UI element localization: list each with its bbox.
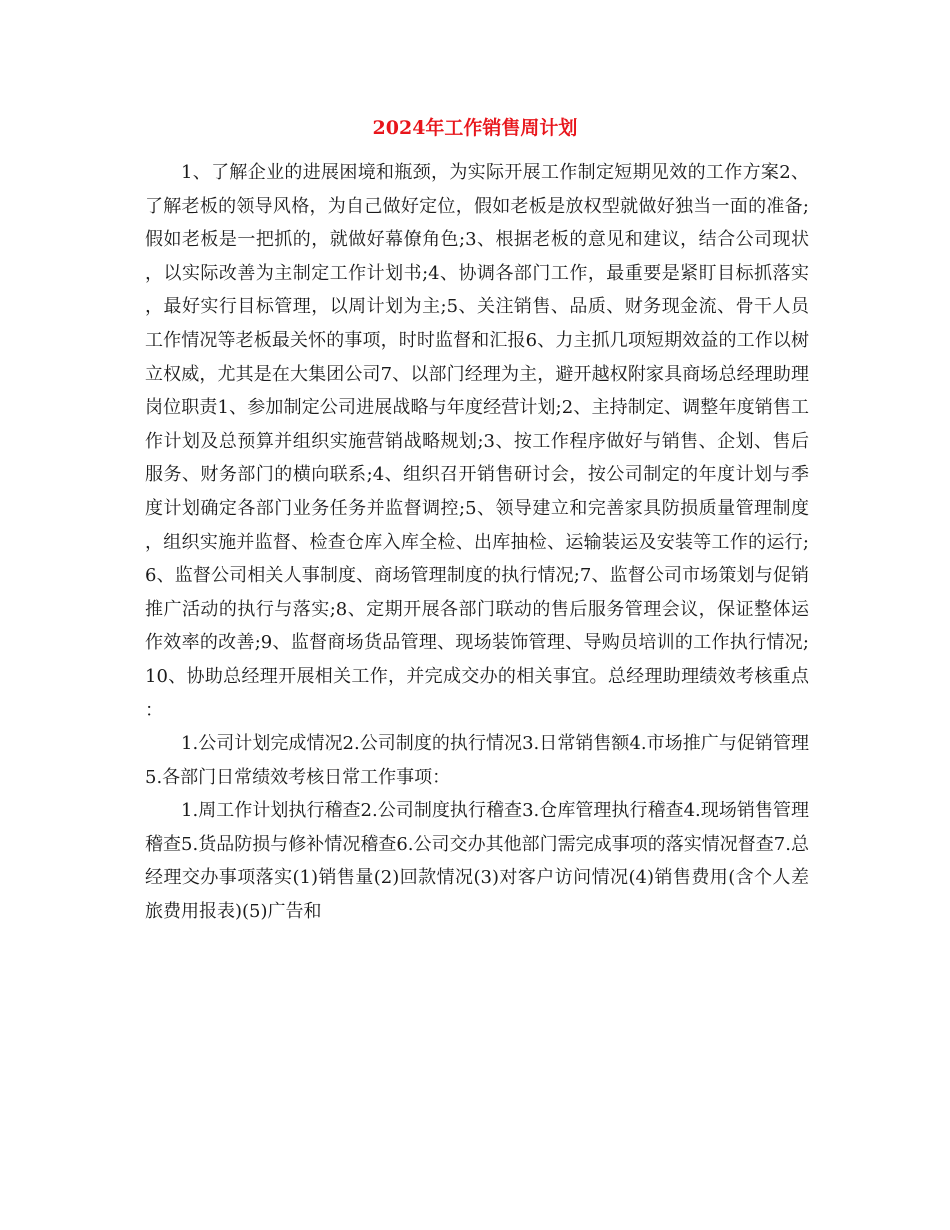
paragraph-daily-tasks: 1.周工作计划执行稽查2.公司制度执行稽查3.仓库管理执行稽查4.现场销售管理稽查5.货品防损与修补情况稽查6.公司交办其他部门需完成事项的落实情况督查7.总经理交办事项落实(1)销售量(2)回款情况(3)对客户访问情况(4)销售费用(含个人差旅费用报表)(5)广告和 bbox=[145, 800, 809, 923]
document-body bbox=[145, 156, 809, 929]
paragraph-kpi-list: 1.公司计划完成情况2.公司制度的执行情况3.日常销售额4.市场推广与促销管理5.各部门日常绩效考核日常工作事项： bbox=[145, 733, 809, 788]
document-title: 2024年工作销售周计划 bbox=[372, 117, 578, 139]
paragraph-responsibilities: 1、了解企业的进展困境和瓶颈，为实际开展工作制定短期见效的工作方案2、了解老板的领导风格，为自己做好定位，假如老板是放权型就做好独当一面的准备;假如老板是一把抓的，就做好幕僚角色;3、根据老板的意见和建议，结合公司现状，以实际改善为主制定工作计划书;4、协调各部门工作，最重要是紧盯目标抓落实，最好实行目标管理，以周计划为主;5、关注销售、品质、财务现金流、骨干人员工作情况等老板最关怀的事项，时时监督和汇报6、力主抓几项短期效益的工作以树立权威，尤其是在大集团公司7、以部门经理为主，避开越权附家具商场总经理助理岗位职责1、参加制定公司进展战略与年度经营计划;2、主持制定、调整年度销售工作计划及总预算并组织实施营销战略规划;3、按工作程序做好与销售、企划、售后服务、财务部门的横向联系;4、组织召开销售研讨会，按公司制定的年度计划与季度计划确定各部门业务任务并监督调控;5、领导建立和完善家具防损质量管理制度，组织实施并监督、检查仓库入库全检、出库抽检、运输装运及安装等工作的运行;6、监督公司相关人事制度、商场管理制度的执行情况;7、监督公司市场策划与促销推广活动的执行与落实;8、定期开展各部门联动的售后服务管理会议，保证整体运作效率的改善;9、监督商场货品管理、现场装饰管理、导购员培训的工作执行情况;10、协助总经理开展相关工作，并完成交办的相关事宜。总经理助理绩效考核重点： bbox=[145, 162, 809, 721]
